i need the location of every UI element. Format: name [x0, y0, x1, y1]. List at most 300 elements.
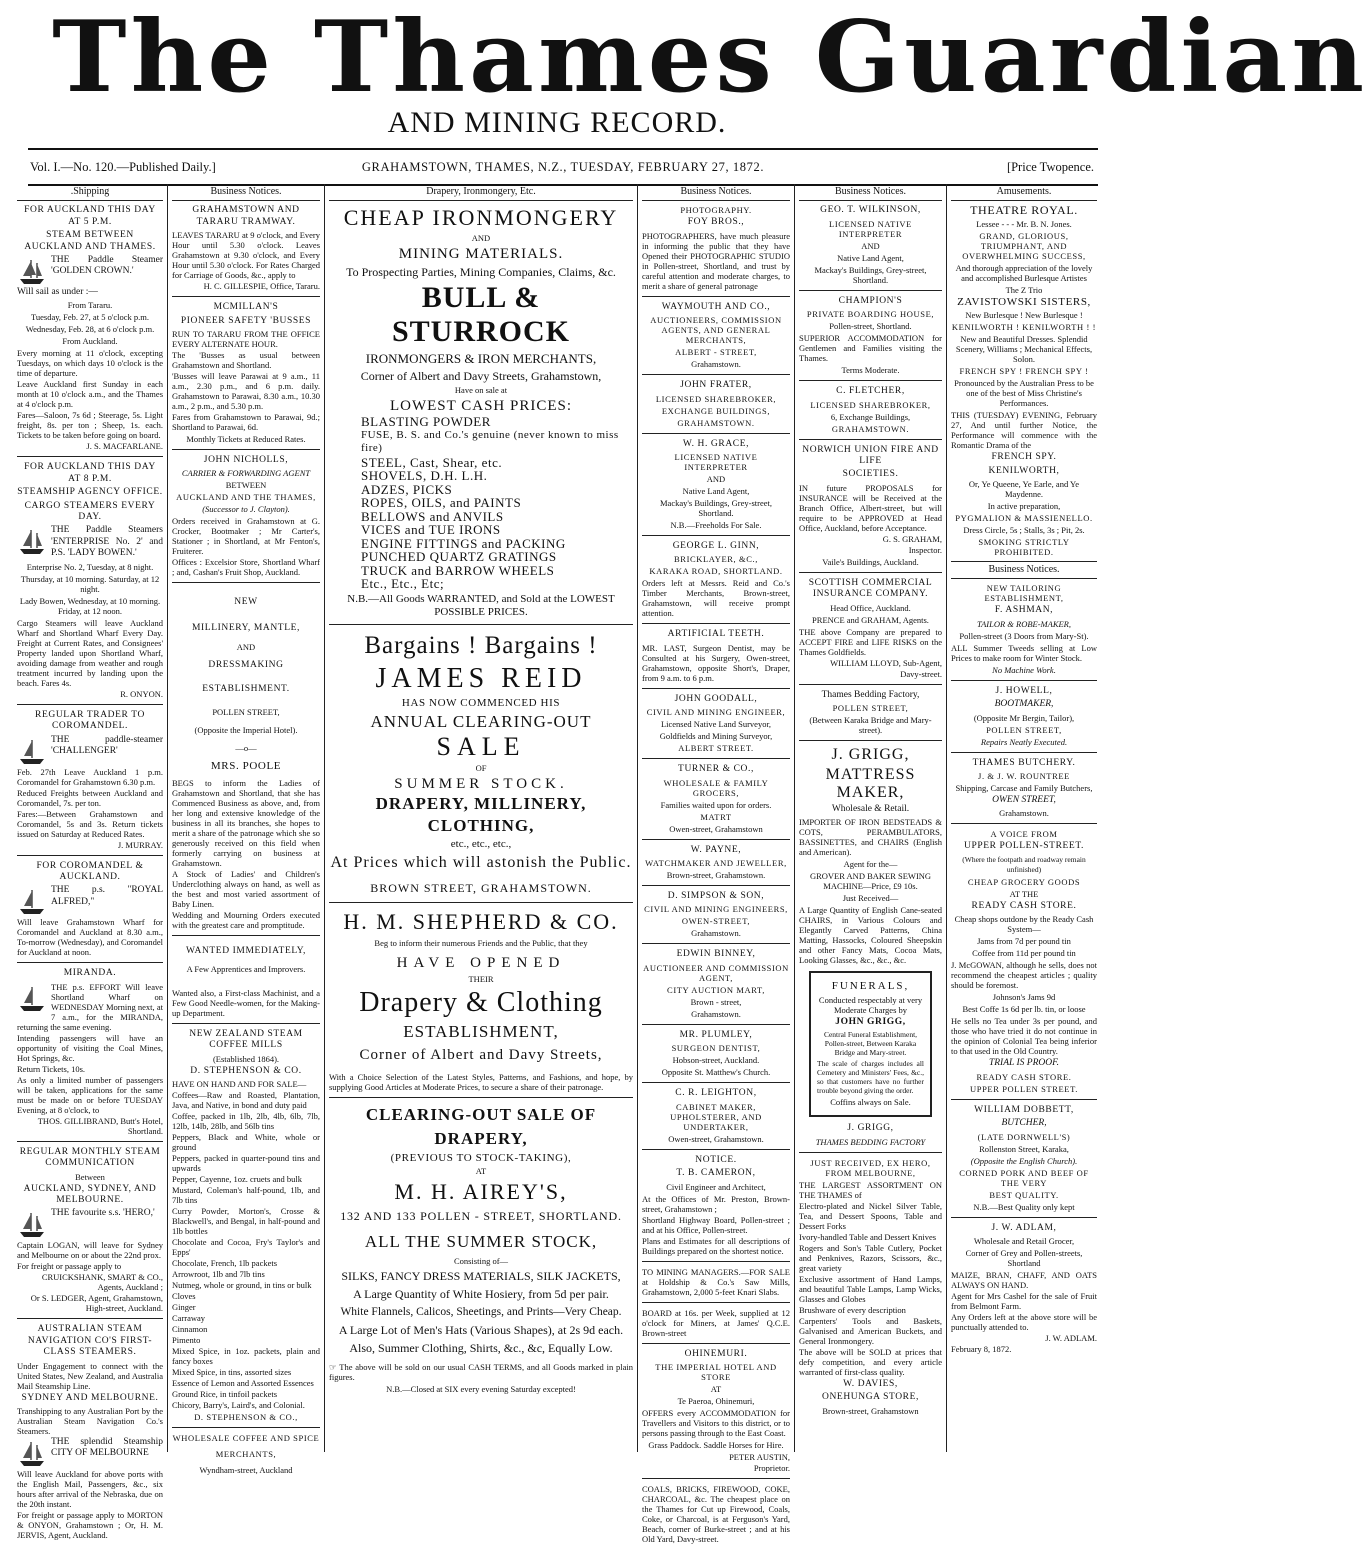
ad-list-item: ENGINE FITTINGS and PACKING [361, 535, 566, 551]
ad-text: Pimento [172, 1335, 201, 1346]
ad-heading: SALE [436, 732, 526, 762]
ad-text: THE LARGEST ASSORTMENT ON THE THAMES of [799, 1179, 942, 1200]
ad-text: Beg to inform their numerous Friends and the Public, that they [374, 937, 588, 948]
ad-list-item: BELLOWS and ANVILS [361, 508, 504, 524]
ad-text: He sells no Tea under 3s per pound, and those who have tried it do not continue in the opinion of Colonial Tea being inferior to that used in the Old Country. [951, 1016, 1097, 1057]
place-date: GRAHAMSTOWN, THAMES, N.Z., TUESDAY, FEBRUARY 27, 1872. [361, 160, 765, 174]
bargains-title: Bargains ! Bargains ! [364, 631, 598, 659]
ad-text: Wanted also, a First-class Machinist, and a Few Good Needle-women, for the Making-up Department. [172, 987, 320, 1018]
ad-heading: MINING MATERIALS. [398, 246, 564, 263]
ad-text: ALBERT - STREET, [675, 347, 757, 358]
ad-text: Orders left at Messrs. Reid and Co.'s Timber Merchants, Brown-street, Grahamstown, will receive prompt attention. [642, 578, 790, 619]
ad-list-item: PUNCHED QUARTZ GRATINGS [361, 549, 557, 565]
ad-text: Rogers and Son's Table Cutlery, Pocket and Penknives, Razors, Scissors, &c., great variety [799, 1242, 942, 1273]
ad-heading: (Successor to J. Clayton). [202, 504, 290, 515]
ad-text: AT [475, 1166, 487, 1177]
ad-text: OFFERS every ACCOMMODATION for Travellers and Visitors to this district, or to persons passing through to the East Coast. [642, 1407, 790, 1438]
ad-text: Tuesday, Feb. 27, at 5 o'clock p.m. [30, 312, 149, 323]
ad-heading: MILLINERY, MANTLE, [192, 622, 300, 633]
ad-heading: SUMMER STOCK. [394, 776, 568, 793]
ad-list-item: FUSE, B. S. and Co.'s genuine (never known to miss fire) [361, 428, 619, 455]
ad-text: Shortland Highway Board, Pollen-street ; and at his Office, Pollen-street. [642, 1214, 790, 1235]
sailing-ship-icon [17, 984, 47, 1014]
divider [642, 1082, 790, 1083]
ad-heading: W. PAYNE, [690, 844, 742, 855]
ad-list-item: ROPES, OILS, and PAINTS [361, 495, 522, 511]
ad-heading: ANNUAL CLEARING-OUT [370, 712, 592, 732]
ad-heading: NOTICE. [695, 1154, 737, 1165]
ad-text: READY CASH STORE. [976, 1071, 1072, 1082]
ad-text: Cargo Steamers will leave Auckland Wharf and Shortland Wharf Every Day. Freight at Current Rates, and Consignees' Property landed upon Shortland Wharf, avoiding damage from weather and rough treatment incurred by landing upon the beach. Fares 4s. [17, 617, 163, 688]
ad-heading: STEAMSHIP AGENCY OFFICE. [17, 487, 163, 498]
divider [642, 1024, 790, 1025]
ad-text: Te Paeroa, Ohinemuri, [677, 1395, 755, 1406]
ad-heading: FOR AUCKLAND THIS DAY AT 5 P.M. [24, 205, 156, 227]
ad-text: COALS, BRICKS, FIREWOOD, COKE, CHARCOAL, &c. The cheapest place on the Thames for Cut up Firewood, Coals, Coke, or Charcoal, is at Ferguson's Yard, Beach, corner of Burke-street ; and at his Old Yard, Davy-street. [642, 1483, 790, 1544]
ad-text: Ground Rice, in tinfoil packets [172, 1389, 278, 1400]
ad-text: Chicory, Barry's, Laird's, and Colonial. [172, 1400, 305, 1411]
ad-heading: MCMILLAN'S [213, 302, 279, 313]
ad-heading: GEO. T. WILKINSON, [820, 205, 921, 216]
ad-signature: THOS. GILLIBRAND, Butt's Hotel, Shortland. [37, 1115, 163, 1136]
ad-text: And thorough appreciation of the lovely and accomplished Burlesque Artistes [955, 262, 1093, 283]
ad-heading: W. H. GRACE, [682, 438, 750, 449]
ad-heading: WANTED IMMEDIATELY, [185, 946, 307, 957]
column-header: Business Notices. [172, 184, 320, 201]
ad-text: 'Busses will leave Parawai at 9 a.m., 11 a.m., 2.30 p.m., and 6 p.m. daily. Grahamstown to Parawai, 8.30 a.m., 10.30 a.m., 2 p.m., and 5.30 p.m. [172, 371, 320, 412]
ad-signature: W. DAVIES, [843, 1378, 898, 1389]
ad-heading: BETWEEN [225, 480, 267, 491]
ad-heading: A VOICE FROM [990, 829, 1058, 840]
ad-text: Grahamstown. [691, 359, 741, 370]
ad-text: Dress Circle, 5s ; Stalls, 3s ; Pit, 2s. [963, 525, 1085, 536]
ad-text: Have on sale at [454, 385, 508, 396]
ad-signature: THAMES BEDDING FACTORY [815, 1136, 926, 1147]
ad-heading: IRONMONGERS & IRON MERCHANTS, [365, 351, 597, 367]
ad-list-item: TRUCK and BARROW WHEELS [361, 562, 555, 578]
divider [642, 433, 790, 434]
ad-text: Consisting of— [453, 1256, 509, 1267]
divider [642, 296, 790, 297]
ad-heading: AUCKLAND AND THE THAMES, [176, 492, 316, 503]
ad-text: Carraway [172, 1313, 206, 1324]
ad-heading: FUNERALS, [831, 980, 910, 993]
divider [329, 1097, 633, 1098]
ad-text: White Flannels, Calicos, Sheetings, and Prints—Very Cheap. [340, 1306, 622, 1319]
ad-text: Native Land Agent, [837, 252, 904, 263]
ad-text: Or, Ye Queene, Ye Earle, and Ye Maydenne. [968, 479, 1080, 500]
ad-text: Goldfields and Mining Surveyor, [659, 731, 773, 742]
ad-heading: JOHN GRIGG, [835, 1016, 906, 1027]
ad-text: SMOKING STRICTLY PROHIBITED. [978, 537, 1070, 558]
sailing-ship-icon [17, 737, 47, 767]
ad-heading: NEW [234, 597, 258, 608]
column-rule [167, 184, 168, 1452]
sailing-ship-icon [17, 527, 47, 557]
pointing-hand-icon: ☞ [329, 1362, 340, 1373]
ad-text: Repairs Neatly Executed. [980, 736, 1068, 747]
ad-text: Agent for the— [843, 859, 898, 870]
ad-signature: G. S. GRAHAM, [882, 533, 942, 544]
ad-text: A Large Quantity of White Hosiery, from 5d per pair. [353, 1287, 609, 1302]
column-header: Business Notices. [799, 184, 942, 201]
ad-text: Best Coffe 1s 6d per lb. tin, or loose [962, 1004, 1086, 1015]
ad-heading: REGULAR MONTHLY STEAM COMMUNICATION [19, 1146, 161, 1169]
ad-text: OF [475, 763, 487, 774]
ad-signature: Inspector. [908, 544, 942, 555]
ad-text: HAS NOW COMMENCED HIS [401, 696, 561, 709]
ad-heading: GRAHAMSTOWN AND TARARU TRAMWAY. [192, 205, 300, 227]
ad-text: Intending passengers will have an opportunity of visiting the Coal Mines, Hot Springs, &c. [17, 1032, 163, 1063]
dateline [28, 148, 1098, 186]
divider [642, 943, 790, 944]
ad-heading: ESTABLISHMENT. [202, 683, 290, 694]
divider [17, 1318, 163, 1319]
ad-text: LEAVES TARARU at 9 o'clock, and Every Hour until 5.30 o'clock. Leaves Grahamstown at 9.30 o'clock, and Every Hour until 5.30 o'clock. For Rates Charged for Carriage of Goods, &c., apply to [172, 230, 320, 281]
ad-text: MAIZE, BRAN, CHAFF, AND OATS ALWAYS ON HAND. [951, 1269, 1097, 1290]
ad-text: Vaile's Buildings, Auckland. [822, 556, 919, 567]
ad-heading: WAYMOUTH AND CO., [661, 301, 771, 312]
ad-text: PRENCE and GRAHAM, Agents. [812, 614, 929, 625]
ad-text: (Opposite the English Church). [970, 1155, 1078, 1166]
column-drapery [326, 184, 636, 1452]
ad-text: THE Paddle Steamers 'ENTERPRISE No. 2' and P.S. 'LADY BOWEN.' [17, 525, 163, 559]
ad-text: Wholesale and Retail Grocer, [973, 1235, 1075, 1246]
ad-text: N.B.—All Goods WARRANTED, and Sold at the LOWEST POSSIBLE PRICES. [347, 592, 615, 618]
ad-text: The above will be SOLD at prices that defy competition, and every article warranted of first-class quality. [799, 1346, 942, 1377]
ad-text: The Z Trio [1005, 284, 1043, 295]
ad-text: BOOTMAKER, [994, 699, 1054, 710]
ad-text: J. McGOWAN, although he sells, does not recommend the cheapest articles ; quality should be foremost. [951, 960, 1097, 991]
ad-text: THE Paddle Steamer 'GOLDEN CROWN.' [17, 255, 163, 278]
ad-text: Wednesday, Feb. 28, at 6 o'clock p.m. [25, 324, 155, 335]
ad-text: AND [706, 474, 726, 485]
divider [642, 623, 790, 624]
ad-text: Lady Bowen, Wednesday, at 10 morning. Friday, at 12 noon. [19, 595, 161, 616]
divider [172, 935, 320, 936]
ad-heading: NORWICH UNION FIRE AND LIFE [802, 444, 939, 467]
ad-text: Mustard, Coleman's half-pound, 1lb, and 7lb tins [172, 1185, 320, 1206]
ad-text: Native Land Agent, [682, 486, 750, 497]
ad-heading: LOWEST CASH PRICES: [389, 398, 573, 415]
ad-text: ALL Summer Tweeds selling at Low Prices to make room for Winter Stock. [951, 642, 1097, 663]
ad-text: UPPER POLLEN STREET. [970, 1083, 1078, 1094]
ad-text: Plans and Estimates for all descriptions of Buildings prepared on the shortest notice. [642, 1235, 790, 1256]
ad-text: Grahamstown. [691, 1008, 741, 1019]
ad-text: From Auckland. [62, 336, 118, 347]
ad-text: IN future PROPOSALS for INSURANCE will be Received at the Branch Office, Albert-street, but will require to be APPROVED at Head Office, Auckland, before Acceptance. [799, 482, 942, 533]
ad-text: Head Office, Auckland. [830, 602, 911, 613]
ad-text: MR. LAST, Surgeon Dentist, may be Consulted at his Surgery, Owen-street, Grahamstown, opposite Short's, Draper, from 9 a.m. to 6 p.m. [642, 642, 790, 683]
ad-text: (Opposite Mr Bergin, Tailor), [973, 712, 1075, 723]
ad-heading: (Opposite the Imperial Hotel). [194, 725, 298, 736]
ad-heading: ESTABLISHMENT, [403, 1021, 559, 1041]
bull-sturrock-title: BULL & STURROCK [391, 281, 571, 349]
ad-text: CITY AUCTION MART, [667, 984, 765, 995]
ad-heading: NEW ZEALAND STEAM COFFEE MILLS [189, 1028, 303, 1051]
column-rule [946, 184, 947, 1452]
ad-text: KARAKA ROAD, SHORTLAND. [649, 566, 783, 577]
ad-text: BEGS to inform the Ladies of Grahamstown and Shortland, that she has Commenced Business as above, and, from her long and extensive knowledge of the business in all its branches, she hopes to merit a share of the patronage which she so generously received on this field when formerly carrying on business at Grahamstown. [172, 778, 320, 869]
ad-signature: J. S. MACFARLANE. [86, 441, 163, 452]
ad-heading: ARTIFICIAL TEETH. [667, 629, 765, 640]
ad-heading: DRAPERY, MILLINERY, CLOTHING, [375, 794, 587, 836]
ad-text: A Large Lot of Men's Hats (Various Shapes), at 2s 9d each. [338, 1323, 624, 1338]
ad-text: Hobson-street, Auckland. [672, 1055, 760, 1066]
ad-text: Families waited upon for orders. [660, 799, 772, 810]
divider [951, 680, 1097, 681]
ad-signature: H. C. GILLESPIE, Office, Tararu. [203, 281, 320, 292]
ad-heading: WILLIAM DOBBETT, [974, 1104, 1074, 1115]
ad-text: THE splendid Steamship CITY OF MELBOURNE [17, 1437, 163, 1460]
ad-text: Shipping, Carcase and Family Butchers, [955, 783, 1093, 794]
ad-heading: SYDNEY AND MELBOURNE. [21, 1392, 159, 1403]
ad-text: Mackay's Buildings, Grey-street, Shortland. [659, 498, 772, 519]
ad-text: Offices : Excelsior Store, Shortland Wharf ; and, Cashan's Fruit Shop, Auckland. [172, 557, 320, 578]
ad-text: AND [861, 240, 880, 251]
ad-text: Rollenston Street, Karaka, [979, 1143, 1069, 1154]
ad-text: Pollen-street (3 Doors from Mary-St). [959, 630, 1089, 641]
ad-text: February 8, 1872. [951, 1343, 1012, 1354]
ad-text: THE favourite s.s. 'HERO,' [17, 1208, 163, 1219]
column-header: Business Notices. [951, 561, 1097, 579]
ad-signature: D. STEPHENSON & CO., [194, 1412, 298, 1423]
ad-text: Transhipping to any Australian Port by the Australian Steam Navigation Co.'s Steamers. [17, 1405, 163, 1436]
divider [951, 1217, 1097, 1218]
ad-text: Wedding and Mourning Orders executed with the greatest care and promptitude. [172, 910, 320, 931]
ad-text: Cheap shops outdone by the Ready Cash System— [954, 914, 1094, 935]
ad-text: The 'Busses as usual between Grahamstown and Shortland. [172, 350, 320, 371]
ad-heading: THEATRE ROYAL. [970, 203, 1078, 218]
ad-signature: Proprietor. [753, 1462, 790, 1473]
ad-text: Civil Engineer and Architect, [666, 1181, 766, 1192]
column-business-2 [639, 184, 793, 1544]
ad-text: Any Orders left at the above store will be punctually attended to. [951, 1311, 1097, 1332]
ad-text: Ginger [172, 1302, 196, 1313]
ad-text: RUN TO TARARU FROM THE OFFICE EVERY ALTERNATE HOUR. [172, 329, 320, 350]
ad-heading: NEW TAILORING ESTABLISHMENT, [984, 583, 1064, 604]
column-rule [794, 184, 795, 1452]
ad-text: PHOTOGRAPHERS, have much pleasure in informing the public that they have Opened their PHOTOGRAPHIC STUDIO in Pollen-street, Shortland, and trust by careful attention and moderate charges, to merit a share of general patronage [642, 230, 790, 291]
ad-heading: REGULAR TRADER TO COROMANDEL. [35, 709, 145, 732]
divider [799, 1152, 942, 1153]
ad-text: Chocolate and Cocoa, Fry's Taylor's and Epps' [172, 1237, 320, 1258]
ad-text: KENILWORTH ! KENILWORTH ! ! [951, 322, 1097, 333]
ad-signature: J. W. ADLAM. [1045, 1332, 1097, 1343]
ad-heading: CARRIER & FORWARDING AGENT [181, 468, 311, 479]
divider [17, 962, 163, 963]
ad-text: Will leave Auckland for above ports with the English Mail, Passengers, &c., six hours after arrival of the Nebraska, due on the 20th instant. [17, 1468, 163, 1509]
ad-text: (PREVIOUS TO STOCK-TAKING), [390, 1151, 572, 1164]
ad-heading: FOR AUCKLAND THIS DAY AT 8 P.M. [24, 462, 156, 484]
ad-text: OWEN STREET, [992, 795, 1056, 806]
divider [17, 704, 163, 705]
ad-text: Brown - street, [690, 996, 742, 1007]
ad-heading: CHAMPION'S [838, 295, 903, 306]
divider [642, 839, 790, 840]
ad-text: Cloves [172, 1291, 196, 1302]
ad-text: Nutmeg, whole or ground, in tins or bulk [172, 1280, 312, 1291]
ad-text: AND [471, 233, 491, 244]
ad-heading: HAVE OPENED [396, 954, 566, 971]
ad-heading: J. W. ADLAM, [991, 1222, 1057, 1233]
ad-heading: SCOTTISH COMMERCIAL INSURANCE COMPANY. [808, 577, 933, 600]
ad-text: Jams from 7d per pound tin [977, 936, 1071, 947]
ad-heading: F. ASHMAN, [994, 605, 1054, 616]
newspaper-subtitle: AND MINING RECORD. [387, 106, 727, 139]
ad-heading: Wholesale & Retail. [831, 804, 910, 815]
ad-text: Grass Paddock. Saddle Horses for Hire. [648, 1439, 784, 1450]
divider [172, 449, 320, 450]
ad-text: POLLEN STREET, [832, 703, 909, 714]
divider [799, 740, 942, 741]
ad-heading: FRENCH SPY. [991, 452, 1057, 463]
ad-text: Mixed Spice, in tins, assorted sizes [172, 1367, 292, 1378]
sailing-ship-icon [17, 257, 47, 287]
ad-signature: Wyndham-street, Auckland [199, 1465, 293, 1476]
column-business-3 [796, 184, 945, 1452]
ad-text: Peppers, packed in quarter-pound tins and upwards [172, 1153, 320, 1174]
ad-text: Pepper, Cayenne, 1oz. cruets and bulk [172, 1174, 302, 1185]
ad-signature: R. ONYON. [120, 688, 163, 699]
ad-text: Agent for Mrs Cashel for the sale of Fruit from Belmont Farm. [951, 1290, 1097, 1311]
divider [642, 688, 790, 689]
ad-text: TRIAL IS PROOF. [988, 1058, 1060, 1069]
ad-text: (LATE DORNWELL'S) [977, 1131, 1071, 1142]
divider [642, 1302, 790, 1303]
ad-list-item: BLASTING POWDER [361, 414, 491, 430]
ad-heading: JOHN FRATER, [680, 380, 752, 391]
ad-text: WHOLESALE & FAMILY GROCERS, [663, 777, 769, 798]
column-shipping [14, 184, 166, 1540]
ad-text: Feb. 27th Leave Auckland 1 p.m. Coromandel for Grahamstown 6.30 p.m. [17, 766, 163, 787]
ad-text: N.B.—Freeholds For Sale. [670, 520, 762, 531]
ad-text: J. & J. W. ROUNTREE [978, 771, 1070, 782]
ad-text: SILKS, FANCY DRESS MATERIALS, SILK JACKETS, [341, 1269, 621, 1284]
ad-text: Captain LOGAN, will leave for Sydney and Melbourne on or about the 22nd prox. [17, 1240, 163, 1261]
ad-text: Return Tickets, 10s. [17, 1063, 86, 1074]
ad-signature: J. GRIGG, [847, 1123, 894, 1134]
column-amusements [948, 184, 1100, 1452]
ad-text: Every morning at 11 o'clock, excepting Tuesdays, on which days 10 o'clock is the time of departure. [17, 348, 163, 379]
column-header: .Shipping [17, 184, 163, 201]
ad-signature: WILLIAM LLOYD, Sub-Agent, [830, 657, 942, 668]
james-reid-title: JAMES REID [375, 662, 587, 694]
price: [Price Twopence. [1006, 160, 1094, 174]
ad-text: LICENSED NATIVE INTERPRETER [829, 218, 912, 239]
ad-text: EXCHANGE BUILDINGS, [661, 405, 771, 416]
airey-title: M. H. AIREY'S, [394, 1179, 568, 1205]
ad-heading: At Prices which will astonish the Public. [330, 853, 632, 871]
ad-heading: MIRANDA. [63, 968, 117, 979]
ad-text: Pronounced by the Australian Press to be one of the best of Miss Christine's Performances. [954, 378, 1094, 409]
ad-text: Corner of Grey and Pollen-streets, Shortland [965, 1247, 1083, 1268]
ad-heading: JOHN NICHOLLS, [203, 455, 289, 466]
ad-text: THE paddle-steamer 'CHALLENGER' [17, 735, 163, 758]
ad-text: AUCTIONEER AND COMMISSION AGENT, [643, 962, 789, 983]
ad-text: GRAND, GLORIOUS, TRIUMPHANT, AND OVERWHELMING SUCCESS, [962, 230, 1086, 261]
ad-text: With a Choice Selection of the Latest Styles, Patterns, and Fashions, and hope, by supplying Good Articles at Moderate Prices, to secure a share of their patronage. [329, 1071, 633, 1092]
ad-text: New Burlesque ! New Burlesque ! [965, 310, 1083, 321]
ad-text: From Tararu. [67, 300, 113, 311]
ad-text: A Few Apprentices and Improvers. [186, 963, 306, 974]
sailing-ship-icon [17, 1439, 47, 1469]
ad-text: Under Engagement to connect with the United States, New Zealand, and Australia Mail Steamship Line. [17, 1360, 163, 1391]
ad-text: Peppers, Black and White, whole or ground [172, 1132, 320, 1153]
ad-list-item: VICES and TUE IRONS [361, 522, 501, 538]
divider [172, 1427, 320, 1428]
ad-heading: PIONEER SAFETY 'BUSSES [180, 315, 312, 326]
ad-text: Exclusive assortment of Hand Lamps, and beautiful Table Lamps, Lamp Wicks, Glasses and Globes [799, 1273, 942, 1304]
ad-text: Chocolate, French, 1lb packets [172, 1258, 278, 1269]
ad-text: THEIR [468, 973, 494, 984]
ad-text: LICENSED SHAREBROKER, [810, 399, 931, 410]
ad-text: N.B.—Best Quality only kept [973, 1201, 1075, 1212]
ad-list-item: Etc., Etc., Etc; [361, 576, 445, 592]
ad-signature: Brown-street, Grahamstown [822, 1405, 919, 1416]
ad-text: In active preparation, [987, 501, 1061, 512]
ad-text: (Between Karaka Bridge and Mary-street). [809, 715, 932, 736]
ad-text: For freight or passage apply to [17, 1261, 122, 1272]
ad-text: TAILOR & ROBE-MAKER, [976, 618, 1072, 629]
ad-text: CIVIL AND MINING ENGINEERS, [644, 904, 788, 915]
ad-heading: JOHN GOODALL, [674, 693, 758, 704]
column-header: Amusements. [951, 184, 1097, 201]
ad-heading: Corner of Albert and Davy Streets, [359, 1046, 603, 1063]
ad-text: Also, Summer Clothing, Shirts, &c., &c, Equally Low. [349, 1341, 613, 1356]
ad-text: Coffins always on Sale. [830, 1097, 911, 1108]
column-header: Business Notices. [642, 184, 790, 201]
ad-heading: PHOTOGRAPHY. [680, 205, 752, 216]
divider [799, 572, 942, 573]
ad-signature: Or S. LEDGER, Agent, Grahamstown, High-street, Auckland. [30, 1293, 163, 1314]
ad-text: Conducted respectably at very Moderate Charges by [818, 994, 923, 1015]
ad-heading: CARGO STEAMERS EVERY DAY. [24, 500, 156, 523]
ad-heading: MRS. POOLE [210, 760, 282, 773]
ad-text: New and Beautiful Dresses. Splendid Scenery, Williams ; Mechanical Effects, Solon. [955, 334, 1093, 365]
ad-text: 132 AND 133 POLLEN - STREET, SHORTLAND. [340, 1209, 622, 1224]
ad-text: POLLEN STREET, [986, 724, 1062, 735]
divider [799, 439, 942, 440]
ad-text: FRENCH SPY ! FRENCH SPY ! [959, 366, 1089, 377]
ad-heading: Thames Bedding Factory, [821, 689, 920, 700]
ad-text: For freight or passage apply to MORTON & ONYON, Grahamstown ; Or, H. M. JERVIS, Agent, Auckland. [17, 1509, 163, 1540]
ad-text: SURGEON DENTIST, [671, 1043, 761, 1054]
column-business-1 [169, 184, 323, 1476]
divider [642, 885, 790, 886]
ad-heading: MATTRESS MAKER, [825, 766, 916, 802]
divider [642, 374, 790, 375]
masthead [0, 0, 1368, 150]
volume-number: Vol. I.—No. 120.—Published Daily.] [30, 160, 216, 174]
ad-signature: CRUICKSHANK, SMART & CO., Agents, Auckland ; [41, 1272, 163, 1293]
ad-text: PYGMALION & MASSIENELLO. [955, 513, 1093, 524]
ad-text: THE IMPERIAL HOTEL AND STORE [655, 1361, 777, 1382]
ad-heading: J. HOWELL, [995, 685, 1053, 696]
clearing-out-title: CLEARING-OUT SALE OF DRAPERY, [365, 1104, 597, 1148]
ad-text: Brushware of every description [799, 1304, 906, 1315]
ad-text: LICENSED SHAREBROKER, [655, 393, 777, 404]
ad-heading: THAMES BUTCHERY. [972, 757, 1076, 768]
ad-text: Owen-street, Grahamstown [669, 823, 763, 834]
ad-heading: ZAVISTOWSKI SISTERS, [957, 295, 1091, 308]
ad-text: Lessee - - - Mr. B. N. Jones. [976, 218, 1072, 229]
ad-heading: UPPER POLLEN-STREET. [963, 841, 1085, 852]
ad-text: AUCTIONEERS, COMMISSION AGENTS, AND GENERAL MERCHANTS, [650, 315, 782, 346]
ad-text: IMPORTER OF IRON BEDSTEADS & COTS, PERAMBULATORS, BASSINETTES, and CHAIRS (English and American). [799, 817, 942, 858]
ad-text: Mackay's Buildings, Grey-street, Shortland. [814, 264, 927, 285]
ad-heading: Between [75, 1171, 105, 1182]
